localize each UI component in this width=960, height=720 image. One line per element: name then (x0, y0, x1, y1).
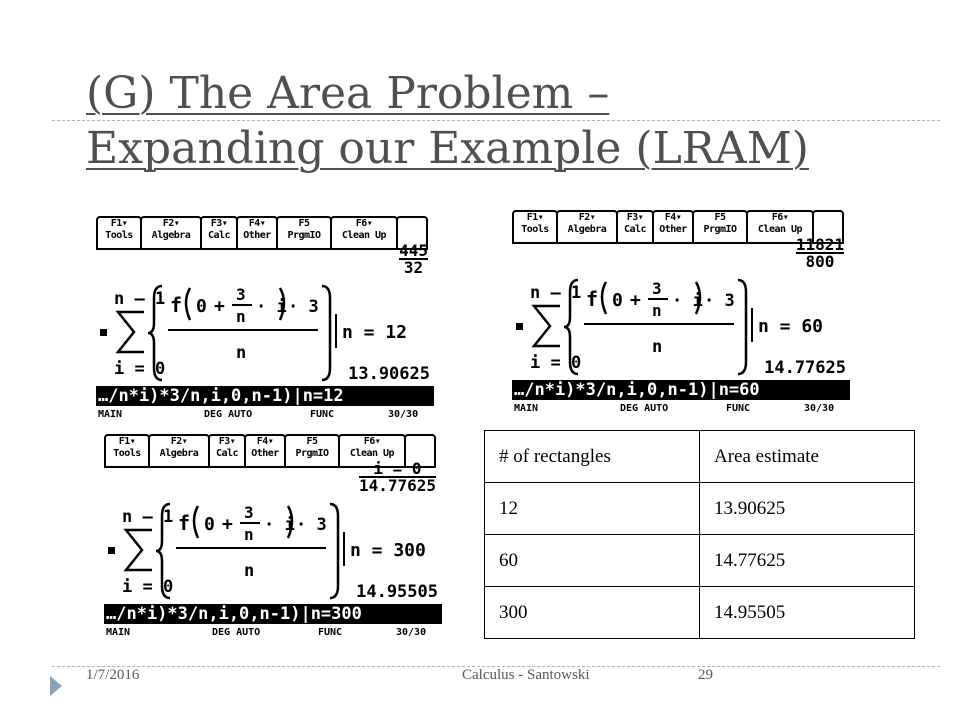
sigma-icon (534, 306, 560, 346)
status-mode: DEG AUTO (620, 403, 669, 414)
entry-line: …/n*i)*3/n,i,0,n-1)|n=12 (96, 386, 434, 406)
table-cell: 13.90625 (700, 483, 915, 535)
toolbar-key: F6▾ (355, 218, 373, 229)
toolbar-label: Algebra (151, 230, 191, 241)
plus-sign: + (214, 296, 225, 317)
numerator-three: 3 (244, 503, 254, 522)
status-func: FUNC (318, 627, 343, 638)
previous-result-bottom: 32 (399, 258, 428, 275)
toolbar-label: Calc (215, 448, 239, 459)
toolbar-button-f1 (512, 210, 558, 244)
sum-upper-limit: n – 1 (530, 283, 582, 303)
entry-line: …/n*i)*3/n,i,0,n-1)|n=60 (512, 380, 850, 400)
toolbar-key: F4▾ (256, 436, 274, 447)
toolbar-button-f2 (556, 210, 618, 244)
n-condition: n = 12 (342, 322, 408, 343)
n-condition: n = 300 (350, 540, 426, 561)
slide-title-line-2: Expanding our Example (LRAM) (86, 123, 809, 174)
sum-lower-limit: i = 0 (114, 359, 166, 379)
toolbar-key: F3▾ (210, 218, 228, 229)
toolbar-button-f4 (244, 434, 286, 468)
toolbar-button-f5 (276, 216, 332, 250)
toolbar-button-f5 (692, 210, 748, 244)
times-three: · 3 (704, 291, 735, 311)
toolbar-label: PrgmIO (295, 448, 329, 459)
toolbar-label: Calc (623, 224, 647, 235)
status-bar (512, 402, 850, 416)
times-three: · 3 (296, 515, 327, 535)
toolbar-label: PrgmIO (287, 230, 321, 241)
status-mode: DEG AUTO (204, 409, 253, 420)
n-condition: n = 60 (758, 316, 824, 337)
previous-result (358, 459, 436, 495)
toolbar-label: Clean Up (341, 230, 387, 241)
toolbar-label: Clean Up (349, 448, 395, 459)
toolbar-button-f4 (236, 216, 278, 250)
calculator-screen-n300 (104, 432, 444, 644)
table-header-cell: # of rectangles (485, 431, 700, 483)
times-i: · i (256, 297, 287, 317)
sum-lower-limit: i = 0 (530, 353, 582, 373)
toolbar-key: F4▾ (664, 212, 682, 223)
status-func: FUNC (310, 409, 335, 420)
toolbar-button-f2 (140, 216, 202, 250)
toolbar-key: F5 (306, 436, 318, 447)
previous-result (795, 235, 844, 271)
times-i: · i (672, 291, 703, 311)
toolbar-key: F2▾ (162, 218, 180, 229)
slide-title (86, 66, 926, 176)
sigma-icon (118, 312, 144, 352)
toolbar-key: F3▾ (626, 212, 644, 223)
denominator-n: n (652, 301, 662, 320)
status-func: FUNC (726, 403, 751, 414)
table-row (485, 535, 915, 587)
toolbar-label: Other (243, 230, 271, 241)
calculated-result: 14.95505 (356, 582, 438, 602)
calculated-result: 14.77625 (764, 358, 846, 378)
status-history-count: 30/30 (388, 409, 419, 420)
sigma-icon (126, 530, 152, 570)
zero-term: 0 (196, 296, 207, 317)
fraction-denominator: n (236, 343, 247, 363)
toolbar-label: Tools (521, 224, 549, 235)
previous-result (399, 241, 428, 277)
toolbar-label: Algebra (159, 448, 199, 459)
function-f: f (586, 287, 599, 311)
numerator-three: 3 (652, 279, 662, 298)
status-main: MAIN (514, 403, 539, 414)
status-history-count: 30/30 (396, 627, 427, 638)
sum-upper-limit: n – 1 (114, 289, 166, 309)
toolbar-key: F6▾ (771, 212, 789, 223)
toolbar-button-f3 (616, 210, 654, 244)
plus-sign: + (222, 514, 233, 535)
toolbar-label: Tools (113, 448, 141, 459)
times-i: · i (264, 515, 295, 535)
previous-result-top: 11821 (795, 235, 844, 254)
top-rule (52, 120, 940, 121)
table-row (485, 587, 915, 639)
calculator-screen-n60 (512, 208, 852, 420)
toolbar-label: Algebra (567, 224, 607, 235)
sum-upper-limit: n – 1 (122, 507, 174, 527)
plus-sign: + (630, 290, 641, 311)
toolbar-label: Tools (105, 230, 133, 241)
table-header-cell: Area estimate (700, 431, 915, 483)
table-cell: 14.77625 (700, 535, 915, 587)
toolbar-button-f1 (104, 434, 150, 468)
toolbar-button-f2 (148, 434, 210, 468)
sum-lower-limit: i = 0 (122, 577, 174, 597)
table-cell: 300 (485, 587, 700, 639)
toolbar-button-f1 (96, 216, 142, 250)
table-cell: 12 (485, 483, 700, 535)
previous-result-bottom: 14.77625 (358, 476, 436, 495)
toolbar-key: F6▾ (363, 436, 381, 447)
numerator-three: 3 (236, 285, 246, 304)
toolbar-key: F2▾ (578, 212, 596, 223)
results-table (484, 430, 915, 639)
table-row (485, 483, 915, 535)
status-main: MAIN (106, 627, 131, 638)
toolbar-button-f3 (208, 434, 246, 468)
toolbar-label: Other (251, 448, 279, 459)
zero-term: 0 (204, 514, 215, 535)
toolbar-key: F1▾ (118, 436, 136, 447)
previous-result-top: i = 0 (373, 459, 422, 478)
toolbar-key: F5 (714, 212, 726, 223)
previous-result-bottom: 800 (796, 252, 844, 269)
toolbar-key: F3▾ (218, 436, 236, 447)
function-f: f (170, 293, 183, 317)
toolbar-button-f6 (330, 216, 398, 250)
toolbar-key: F4▾ (248, 218, 266, 229)
toolbar-key: F1▾ (110, 218, 128, 229)
previous-result-top: 445 (399, 241, 428, 260)
status-history-count: 30/30 (804, 403, 835, 414)
bullet-triangle-icon (50, 676, 62, 696)
toolbar-label: Clean Up (757, 224, 803, 235)
table-cell: 14.95505 (700, 587, 915, 639)
table-cell: 60 (485, 535, 700, 587)
entry-line: …/n*i)*3/n,i,0,n-1)|n=300 (104, 604, 442, 624)
calculator-screen-n12 (96, 214, 436, 426)
toolbar-button-f5 (284, 434, 340, 468)
zero-term: 0 (612, 290, 623, 311)
toolbar-button-f4 (652, 210, 694, 244)
status-bar (96, 408, 434, 422)
footer-page-number: 29 (698, 667, 713, 683)
footer-date: 1/7/2016 (86, 667, 140, 683)
denominator-n: n (244, 525, 254, 544)
table-header-row (485, 431, 915, 483)
toolbar-key: F5 (298, 218, 310, 229)
toolbar-label: Other (659, 224, 687, 235)
slide-title-line-1: (G) The Area Problem – (86, 68, 610, 119)
fraction-denominator: n (652, 337, 663, 357)
footer-author: Calculus - Santowski (462, 667, 590, 683)
status-bar (104, 626, 442, 640)
denominator-n: n (236, 307, 246, 326)
function-f: f (178, 511, 191, 535)
toolbar-button-f3 (200, 216, 238, 250)
toolbar-label: PrgmIO (703, 224, 737, 235)
toolbar-key: F2▾ (170, 436, 188, 447)
status-main: MAIN (98, 409, 123, 420)
toolbar-label: Calc (207, 230, 231, 241)
fraction-denominator: n (244, 561, 255, 581)
calculated-result: 13.90625 (348, 364, 430, 384)
times-three: · 3 (288, 297, 319, 317)
toolbar-key: F1▾ (526, 212, 544, 223)
status-mode: DEG AUTO (212, 627, 261, 638)
